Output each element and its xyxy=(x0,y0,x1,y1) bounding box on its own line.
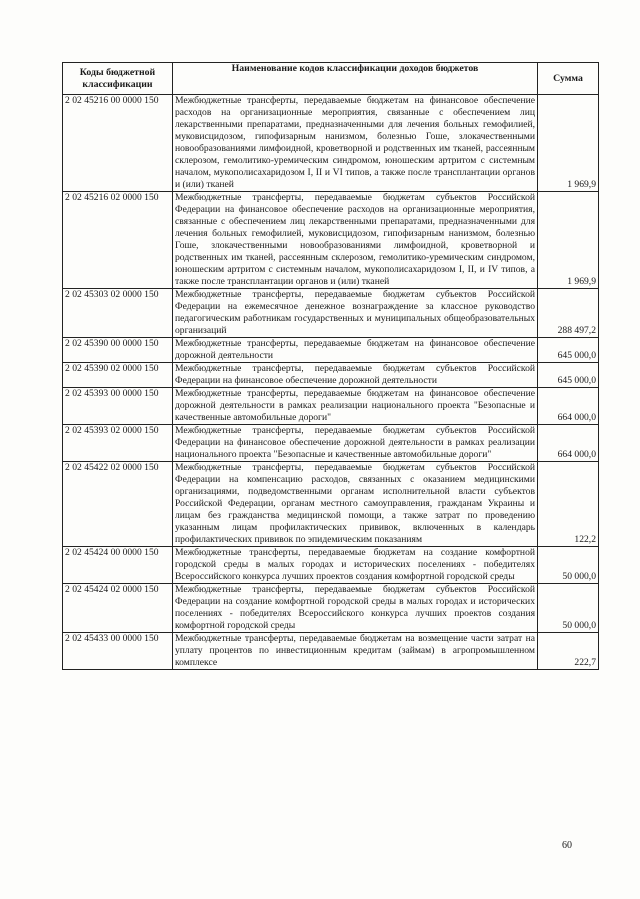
sum-cell: 664 000,0 xyxy=(538,425,599,462)
sum-cell: 122,2 xyxy=(538,462,599,547)
code-cell: 2 02 45393 02 0000 150 xyxy=(63,425,173,462)
table-header-row xyxy=(63,63,599,95)
table-row xyxy=(63,338,599,363)
code-cell: 2 02 45216 02 0000 150 xyxy=(63,192,173,289)
code-cell: 2 02 45390 00 0000 150 xyxy=(63,338,173,363)
header-name: Наименование кодов классификации доходов бюджетов xyxy=(173,63,538,95)
header-sum: Сумма xyxy=(538,63,599,95)
sum-cell: 222,7 xyxy=(538,633,599,670)
name-cell: Межбюджетные трансферты, передаваемые бюджетам субъектов Российской Федерации на финансовое обеспечение дорожной деятельности xyxy=(173,363,538,388)
table-row xyxy=(63,584,599,633)
table-row xyxy=(63,462,599,547)
table-row xyxy=(63,633,599,670)
sum-cell: 50 000,0 xyxy=(538,584,599,633)
name-cell: Межбюджетные трансферты, передаваемые бюджетам на возмещение части затрат на уплату процентов по инвестиционным кредитам (займам) в агропромышленном комплексе xyxy=(173,633,538,670)
sum-cell: 645 000,0 xyxy=(538,363,599,388)
table-body xyxy=(63,95,599,670)
name-cell: Межбюджетные трансферты, передаваемые бюджетам на финансовое обеспечение дорожной деятельности в рамках реализации национального проекта "Безопасные и качественные автомобильные дороги" xyxy=(173,388,538,425)
sum-cell: 288 497,2 xyxy=(538,289,599,338)
table-row xyxy=(63,547,599,584)
budget-classification-table xyxy=(62,62,599,670)
code-cell: 2 02 45433 00 0000 150 xyxy=(63,633,173,670)
header-code: Коды бюджетной классификации xyxy=(63,63,173,95)
sum-cell: 645 000,0 xyxy=(538,338,599,363)
table-row xyxy=(63,95,599,192)
code-cell: 2 02 45422 02 0000 150 xyxy=(63,462,173,547)
name-cell: Межбюджетные трансферты, передаваемые бюджетам субъектов Российской Федерации на финансовое обеспечение расходов на организационные мероприятия, связанные с обеспечением лиц лекарственными препаратами, предназначенными для лечения больных гемофилией, муковисцидозом, гипофизарным нанизмом, болезнью Гоше, злокачественными новообразованиями лимфоидной, кроветворной и родственных им тканей, рассеянным склерозом, гемолитико-уремическим синдромом, юношеским артритом с системным началом, мукополисахаридозом I, II, и IV типов, а также после трансплантации органов и (или) тканей xyxy=(173,192,538,289)
code-cell: 2 02 45393 00 0000 150 xyxy=(63,388,173,425)
code-cell: 2 02 45424 00 0000 150 xyxy=(63,547,173,584)
name-cell: Межбюджетные трансферты, передаваемые бюджетам на финансовое обеспечение дорожной деятельности xyxy=(173,338,538,363)
table-row xyxy=(63,425,599,462)
code-cell: 2 02 45216 00 0000 150 xyxy=(63,95,173,192)
name-cell: Межбюджетные трансферты, передаваемые бюджетам субъектов Российской Федерации на создание комфортной городской среды в малых городах и исторических поселениях - победителях Всероссийского конкурса лучших проектов создания комфортной городской среды xyxy=(173,584,538,633)
table-row xyxy=(63,363,599,388)
code-cell: 2 02 45303 02 0000 150 xyxy=(63,289,173,338)
name-cell: Межбюджетные трансферты, передаваемые бюджетам на создание комфортной городской среды в малых городах и исторических поселениях - победителях Всероссийского конкурса лучших проектов создания комфортной городской среды xyxy=(173,547,538,584)
name-cell: Межбюджетные трансферты, передаваемые бюджетам субъектов Российской Федерации на компенсацию расходов, связанных с оказанием медицинскими организациями, подведомственными органам исполнительной власти субъектов Российской Федерации, органам местного самоуправления, гражданам Украины и лицам без гражданства медицинской помощи, а также затрат по проведению указанным лицам профилактических прививок, включенных в календарь профилактических прививок по эпидемическим показаниям xyxy=(173,462,538,547)
code-cell: 2 02 45390 02 0000 150 xyxy=(63,363,173,388)
sum-cell: 1 969,9 xyxy=(538,95,599,192)
page-number: 60 xyxy=(562,840,572,851)
name-cell: Межбюджетные трансферты, передаваемые бюджетам на финансовое обеспечение расходов на организационные мероприятия, связанные с обеспечением лиц лекарственными препаратами, предназначенными для лечения больных гемофилией, муковисцидозом, гипофизарным нанизмом, болезнью Гоше, злокачественными новообразованиями лимфоидной, кроветворной и родственных им тканей, рассеянным склерозом, гемолитико-уремическим синдромом, юношеским артритом с системным началом, мукополисахаридозом I, II и VI типов, а также после трансплантации органов и (или) тканей xyxy=(173,95,538,192)
sum-cell: 664 000,0 xyxy=(538,388,599,425)
code-cell: 2 02 45424 02 0000 150 xyxy=(63,584,173,633)
table-row xyxy=(63,388,599,425)
name-cell: Межбюджетные трансферты, передаваемые бюджетам субъектов Российской Федерации на финансовое обеспечение дорожной деятельности в рамках реализации национального проекта "Безопасные и качественные автомобильные дороги" xyxy=(173,425,538,462)
name-cell: Межбюджетные трансферты, передаваемые бюджетам субъектов Российской Федерации на ежемесячное денежное вознаграждение за классное руководство педагогическим работникам государственных и муниципальных общеобразовательных организаций xyxy=(173,289,538,338)
sum-cell: 1 969,9 xyxy=(538,192,599,289)
table-row xyxy=(63,192,599,289)
table-row xyxy=(63,289,599,338)
sum-cell: 50 000,0 xyxy=(538,547,599,584)
